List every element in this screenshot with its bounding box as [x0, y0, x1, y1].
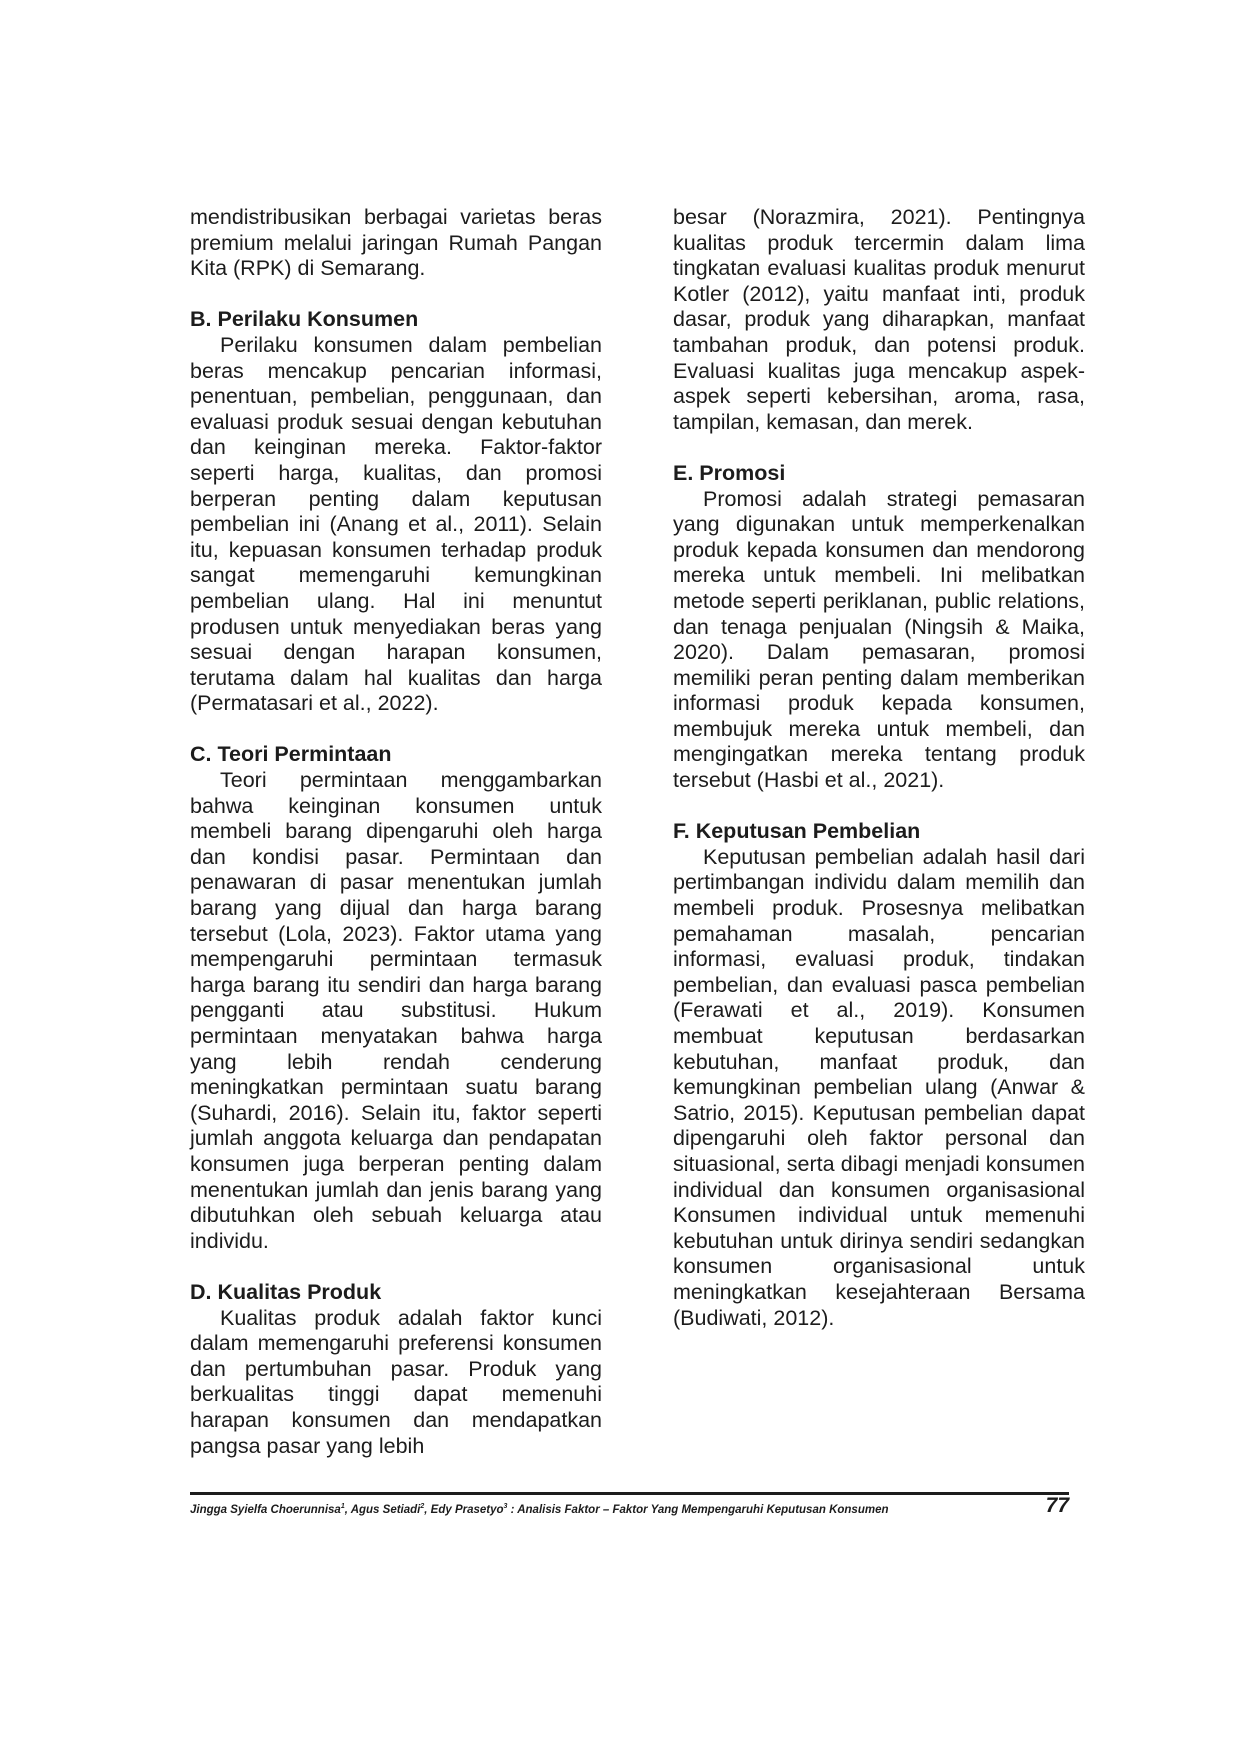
section-heading-keputusan-pembelian: F. Keputusan Pembelian	[673, 819, 921, 844]
section-paragraph-perilaku-konsumen: Perilaku konsumen dalam pembelian beras mencakup pencarian informasi, penentuan, pembelian, penggunaan, dan evaluasi produk sesuai dengan kebutuhan dan keinginan mereka. Faktor-faktor seperti harga, kualitas, dan promosi berperan penting dalam keputusan pembelian ini (Anang et al., 2011). Selain itu, kepuasan konsumen terhadap produk sangat memengaruhi kemungkinan pembelian ulang. Hal ini menuntut produsen untuk menyediakan beras yang sesuai dengan harapan konsumen, terutama dalam hal kualitas dan harga (Permatasari et al., 2022).	[190, 332, 602, 716]
running-footer	[190, 1500, 889, 1517]
footer-divider	[190, 1492, 1069, 1495]
section-heading-perilaku-konsumen: B. Perilaku Konsumen	[190, 307, 419, 332]
continuation-paragraph: besar (Norazmira, 2021). Pentingnya kualitas produk tercermin dalam lima tingkatan evaluasi kualitas produk menurut Kotler (2012), yaitu manfaat inti, produk dasar, produk yang diharapkan, manfaat tambahan produk, dan potensi produk. Evaluasi kualitas juga mencakup aspek-aspek seperti kebersihan, aroma, rasa, tampilan, kemasan, dan merek.	[673, 205, 1085, 434]
right-column	[673, 205, 1085, 1331]
section-paragraph-promosi: Promosi adalah strategi pemasaran yang digunakan untuk memperkenalkan produk kepada konsumen dan mendorong mereka untuk membeli. Ini melibatkan metode seperti periklanan, public relations, dan tenaga penjualan (Ningsih & Maika, 2020). Dalam pemasaran, promosi memiliki peran penting dalam memberikan informasi produk kepada konsumen, membujuk mereka untuk membeli, dan mengingatkan mereka tentang produk tersebut (Hasbi et al., 2021).	[673, 486, 1085, 793]
section-paragraph-kualitas-produk: Kualitas produk adalah faktor kunci dalam memengaruhi preferensi konsumen dan pertumbuhan pasar. Produk yang berkualitas tinggi dapat memenuhi harapan konsumen dan mendapatkan pangsa pasar yang lebih	[190, 1305, 602, 1458]
left-column	[190, 205, 602, 1459]
section-heading-teori-permintaan: C. Teori Permintaan	[190, 742, 392, 767]
continuation-paragraph: mendistribusikan berbagai varietas beras premium melalui jaringan Rumah Pangan Kita (RPK) di Semarang.	[190, 205, 602, 281]
section-heading-kualitas-produk: D. Kualitas Produk	[190, 1279, 382, 1304]
section-paragraph-keputusan-pembelian: Keputusan pembelian adalah hasil dari pertimbangan individu dalam memilih dan membeli produk. Prosesnya melibatkan pemahaman masalah, pencarian informasi, evaluasi produk, tindakan pembelian, dan evaluasi pasca pembelian (Ferawati et al., 2019). Konsumen membuat keputusan berdasarkan kebutuhan, manfaat produk, dan kemungkinan pembelian ulang (Anwar & Satrio, 2015). Keputusan pembelian dapat dipengaruhi oleh faktor personal dan situasional, serta dibagi menjadi konsumen individual dan konsumen organisasional Konsumen individual untuk memenuhi kebutuhan untuk dirinya sendiri sedangkan konsumen organisasional untuk meningkatkan kesejahteraan Bersama (Budiwati, 2012).	[673, 844, 1085, 1330]
footer-author-3: , Edy Prasetyo	[424, 1503, 504, 1516]
footer-article-title: : Analisis Faktor – Faktor Yang Mempengaruhi Keputusan Konsumen	[507, 1503, 889, 1516]
footer-affiliation-2: 2	[420, 1503, 425, 1510]
footer-author-1: Jingga Syielfa Choerunnisa	[190, 1503, 341, 1516]
footer-affiliation-3: 3	[503, 1503, 508, 1510]
footer-author-2: , Agus Setiadi	[344, 1503, 421, 1516]
page-number: 77	[1045, 1494, 1069, 1517]
footer-affiliation-1: 1	[340, 1503, 345, 1510]
section-heading-promosi: E. Promosi	[673, 460, 786, 485]
section-paragraph-teori-permintaan: Teori permintaan menggambarkan bahwa keinginan konsumen untuk membeli barang dipengaruhi oleh harga dan kondisi pasar. Permintaan dan penawaran di pasar menentukan jumlah barang yang dijual dan harga barang tersebut (Lola, 2023). Faktor utama yang mempengaruhi permintaan termasuk harga barang itu sendiri dan harga barang pengganti atau substitusi. Hukum permintaan menyatakan bahwa harga yang lebih rendah cenderung meningkatkan permintaan suatu barang (Suhardi, 2016). Selain itu, faktor seperti jumlah anggota keluarga dan pendapatan konsumen juga berperan penting dalam menentukan jumlah dan jenis barang yang dibutuhkan oleh sebuah keluarga atau individu.	[190, 768, 602, 1253]
